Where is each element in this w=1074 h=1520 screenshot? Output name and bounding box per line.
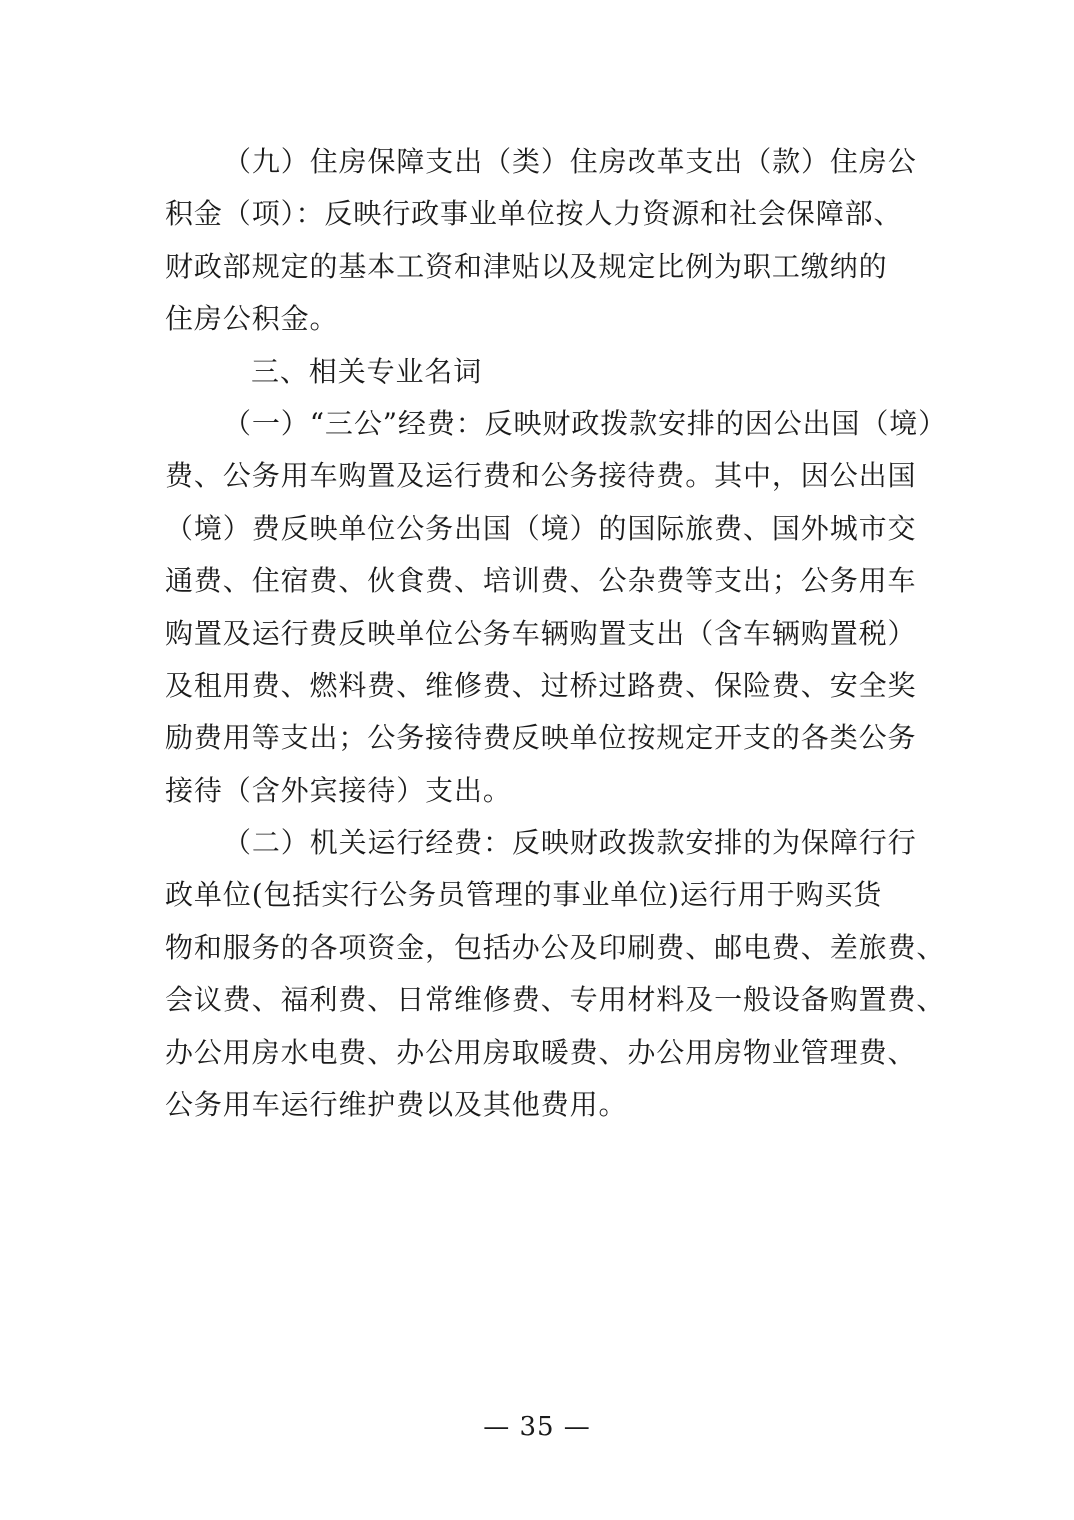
text-line: 励费用等支出；公务接待费反映单位按规定开支的各类公务 — [165, 721, 917, 755]
text-line: 办公用房水电费、办公用房取暖费、办公用房物业管理费、 — [165, 1035, 917, 1069]
section-heading — [165, 346, 925, 398]
text-line: 住房公积金。 — [165, 302, 339, 336]
text-line: 及租用费、燃料费、维修费、过桥过路费、保险费、安全奖 — [165, 668, 917, 702]
text-line: （境）费反映单位公务出国（境）的国际旅费、国外城市交 — [165, 511, 917, 545]
text-line: （一）“三公”经费：反映财政拨款安排的因公出国（境） — [223, 406, 948, 440]
text-line: 公务用车运行维护费以及其他费用。 — [165, 1088, 628, 1122]
paragraph-agency-operating-expenses — [165, 817, 946, 1131]
text-line: 会议费、福利费、日常维修费、专用材料及一般设备购置费、 — [165, 983, 946, 1017]
paragraph-three-public-expenses — [165, 398, 948, 817]
text-line: 政单位(包括实行公务员管理的事业单位)运行用于购买货 — [165, 878, 883, 912]
text-line: 财政部规定的基本工资和津贴以及规定比例为职工缴纳的 — [165, 249, 888, 283]
text-line: 物和服务的各项资金，包括办公及印刷费、邮电费、差旅费、 — [165, 930, 946, 964]
document-body — [165, 136, 948, 1131]
text-line: 接待（含外宾接待）支出。 — [165, 773, 512, 807]
text-line: 积金（项）：反映行政事业单位按人力资源和社会保障部、 — [165, 197, 903, 231]
paragraph-housing-fund — [165, 136, 925, 346]
text-line: 通费、住宿费、伙食费、培训费、公杂费等支出；公务用车 — [165, 564, 917, 598]
text-line: 费、公务用车购置及运行费和公务接待费。其中，因公出国 — [165, 459, 917, 493]
text-line: 购置及运行费反映单位公务车辆购置支出（含车辆购置税） — [165, 616, 917, 650]
page-number: — 35 — — [483, 1412, 591, 1442]
text-line: （二）机关运行经费：反映财政拨款安排的为保障行行 — [223, 826, 917, 860]
section-three-heading: 三、相关专业名词 — [251, 354, 483, 388]
text-line: （九）住房保障支出（类）住房改革支出（款）住房公 — [223, 145, 917, 178]
